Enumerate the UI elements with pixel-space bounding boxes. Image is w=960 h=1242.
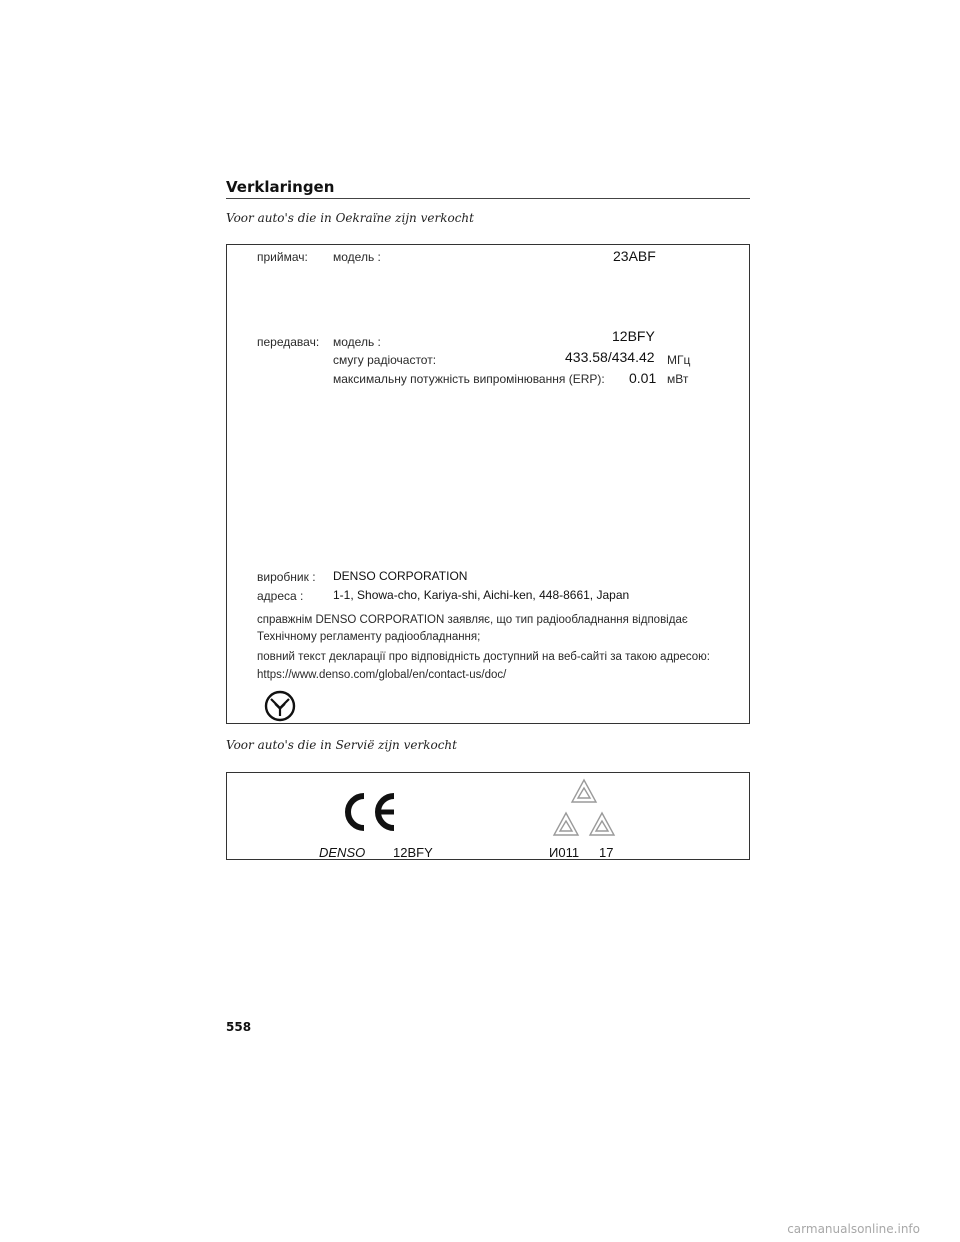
ukraine-declaration-box	[226, 244, 750, 724]
brand-name: DENSO	[319, 845, 366, 860]
receiver-model-label: модель :	[333, 250, 381, 264]
transmitter-model-label: модель :	[333, 335, 381, 349]
address-value: 1-1, Showa-cho, Kariya-shi, Aichi-ken, 448-8661, Japan	[333, 588, 630, 602]
manufacturer-value: DENSO CORPORATION	[333, 569, 468, 583]
transmitter-label: передавач:	[257, 335, 320, 349]
serbia-label-box	[226, 772, 750, 860]
certificate-code: И011	[549, 845, 580, 860]
ukraine-conformity-mark-icon	[263, 689, 297, 723]
band-value: 433.58/434.42	[565, 349, 655, 365]
page-number: 558	[226, 1020, 252, 1034]
certificate-year: 17	[599, 845, 614, 860]
statement-line-2: Технічному регламенту радіообладнання;	[257, 631, 481, 643]
ce-mark-icon	[340, 790, 400, 834]
transmitter-model-value: 12BFY	[612, 328, 655, 344]
power-label: максимальну потужність випромінювання (ERP):	[333, 372, 605, 386]
manufacturer-label: виробник :	[257, 570, 316, 584]
band-label: смугу радіочастот:	[333, 353, 437, 367]
serbia-heading: Voor auto's die in Servië zijn verkocht	[226, 738, 457, 752]
band-unit: МГц	[667, 353, 691, 367]
receiver-model-value: 23ABF	[613, 248, 656, 264]
receiver-label: приймач:	[257, 250, 308, 264]
statement-line-3: повний текст декларації про відповідність доступний на веб-сайті за такою адресою:	[257, 651, 711, 663]
section-title: Verklaringen	[226, 178, 335, 196]
serbia-conformity-triangle-icon	[548, 777, 620, 843]
title-divider	[226, 198, 750, 199]
power-unit: мВт	[667, 372, 689, 386]
serbia-model: 12BFY	[393, 845, 433, 860]
statement-line-1: справжнім DENSO CORPORATION заявляє, що тип радіообладнання відповідає	[257, 614, 688, 626]
ukraine-heading: Voor auto's die in Oekraïne zijn verkocht	[226, 211, 474, 225]
statement-url: https://www.denso.com/global/en/contact-us/doc/	[257, 669, 507, 681]
watermark: carmanualsonline.info	[787, 1222, 920, 1236]
address-label: адреса :	[257, 589, 304, 603]
power-value: 0.01	[629, 370, 657, 386]
